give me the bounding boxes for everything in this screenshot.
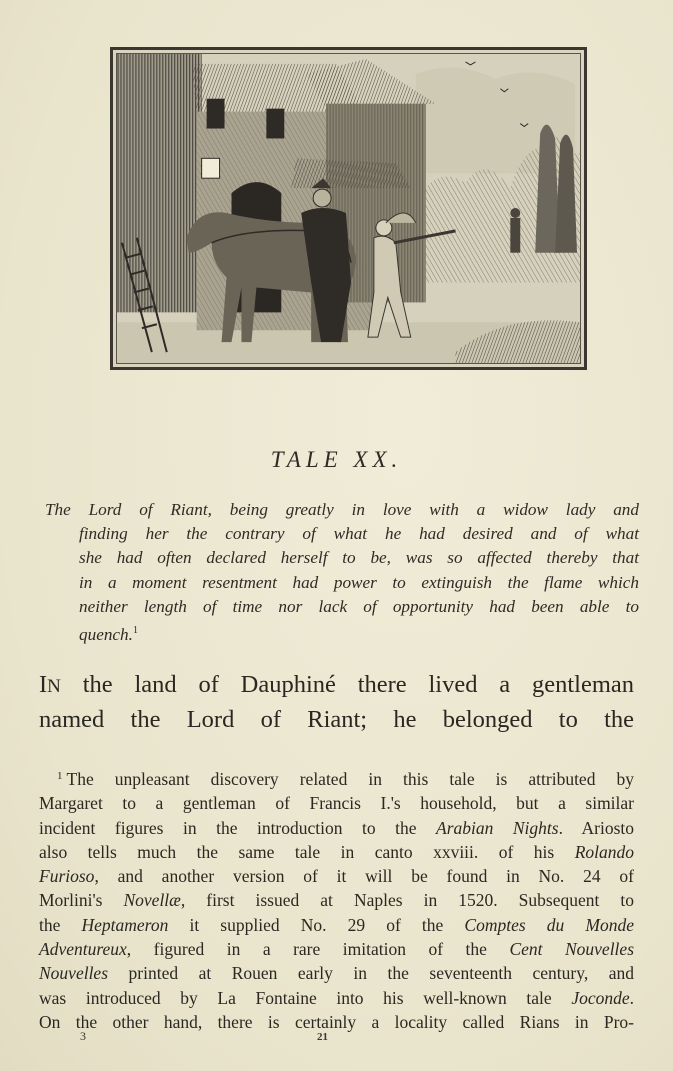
footnote [39, 764, 634, 1034]
footnote-line [39, 961, 634, 985]
footnote-text: On the other hand, there is certainly a locality called Rians in Pro- [39, 1011, 634, 1032]
footnote-text: printed at Rouen early in the seventeenth century, and [108, 963, 634, 984]
footnote-text: , first issued at Naples in 1520. Subsequent to [180, 890, 635, 911]
italic-title: Rolando [574, 841, 634, 862]
summary-line-text: quench. [79, 625, 133, 645]
footnote-line [39, 764, 634, 791]
footnote-line [39, 864, 634, 888]
footnote-line [39, 986, 634, 1010]
italic-title: Cent Nouvelles [509, 939, 634, 960]
footnote-text: , figured in a rare imitation of the [126, 939, 510, 960]
engraving-illustration-icon [116, 53, 581, 364]
engraving-svg [117, 54, 580, 363]
summary-line: The Lord of Riant, being greatly in love with a widow lady and [45, 500, 639, 519]
footnote-line [39, 937, 634, 961]
footnote-text: , and another version of it will be found in No. 24 of [94, 866, 634, 887]
page-title: TALE XX. [270, 447, 403, 472]
dropcap-smallcaps: N [47, 676, 61, 697]
footnote-text: Margaret to a gentleman of Francis I.'s household, but a similar [39, 793, 634, 814]
signature-mark: 3 [80, 1029, 86, 1043]
footnote-text: it supplied No. 29 of the [168, 914, 465, 935]
summary-line: she had often declared herself to be, was so affected thereby that [79, 548, 639, 568]
italic-title: Joconde [571, 987, 630, 1008]
footnote-line [39, 791, 634, 815]
footnote-text: The unpleasant discovery related in this tale is attributed by [66, 769, 634, 789]
footnote-text: . [629, 987, 634, 1008]
footnote-text: also tells much the same tale in canto xxviii. of his [39, 841, 575, 862]
footnote-text: incident figures in the introduction to the [39, 817, 436, 838]
dropcap: I [39, 671, 48, 698]
italic-title: Nouvelles [39, 963, 109, 984]
footnote-line [39, 913, 634, 937]
summary-line: in a moment resentment had power to extinguish the flame which [79, 572, 639, 592]
page-number: 21 [317, 1031, 328, 1043]
footnote-text: . Ariosto [558, 817, 634, 838]
summary-line-last [45, 619, 639, 647]
footnote-line [39, 1010, 634, 1034]
footnote-text: Morlini's [39, 890, 124, 911]
footnote-line [39, 888, 634, 912]
italic-title: Heptameron [81, 914, 169, 935]
footnote-text: the [39, 914, 82, 935]
footnote-marker: 1 [57, 770, 63, 782]
body-line: named the Lord of Riant; he belonged to the [39, 706, 634, 733]
italic-title: Novellæ [123, 890, 181, 911]
footnote-reference[interactable]: 1 [132, 625, 138, 637]
body-line-text: the land of Dauphiné there lived a gentleman [60, 671, 634, 698]
body-line [39, 668, 634, 703]
summary-line: finding her the contrary of what he had desired and of what [79, 524, 639, 544]
italic-title: Adventureux [39, 939, 127, 960]
italic-title: Comptes du Monde [464, 914, 634, 935]
footnote-line [39, 840, 634, 864]
tale-body [39, 668, 634, 736]
illustration-plate [110, 47, 587, 370]
summary-line: neither length of time nor lack of opportunity had been able to [79, 596, 639, 616]
footnote-line [39, 816, 634, 840]
footnote-text: was introduced by La Fontaine into his well-known tale [39, 987, 572, 1008]
tale-summary [45, 498, 639, 647]
italic-title: Furioso [39, 866, 95, 887]
italic-title: Arabian Nights [436, 817, 559, 838]
